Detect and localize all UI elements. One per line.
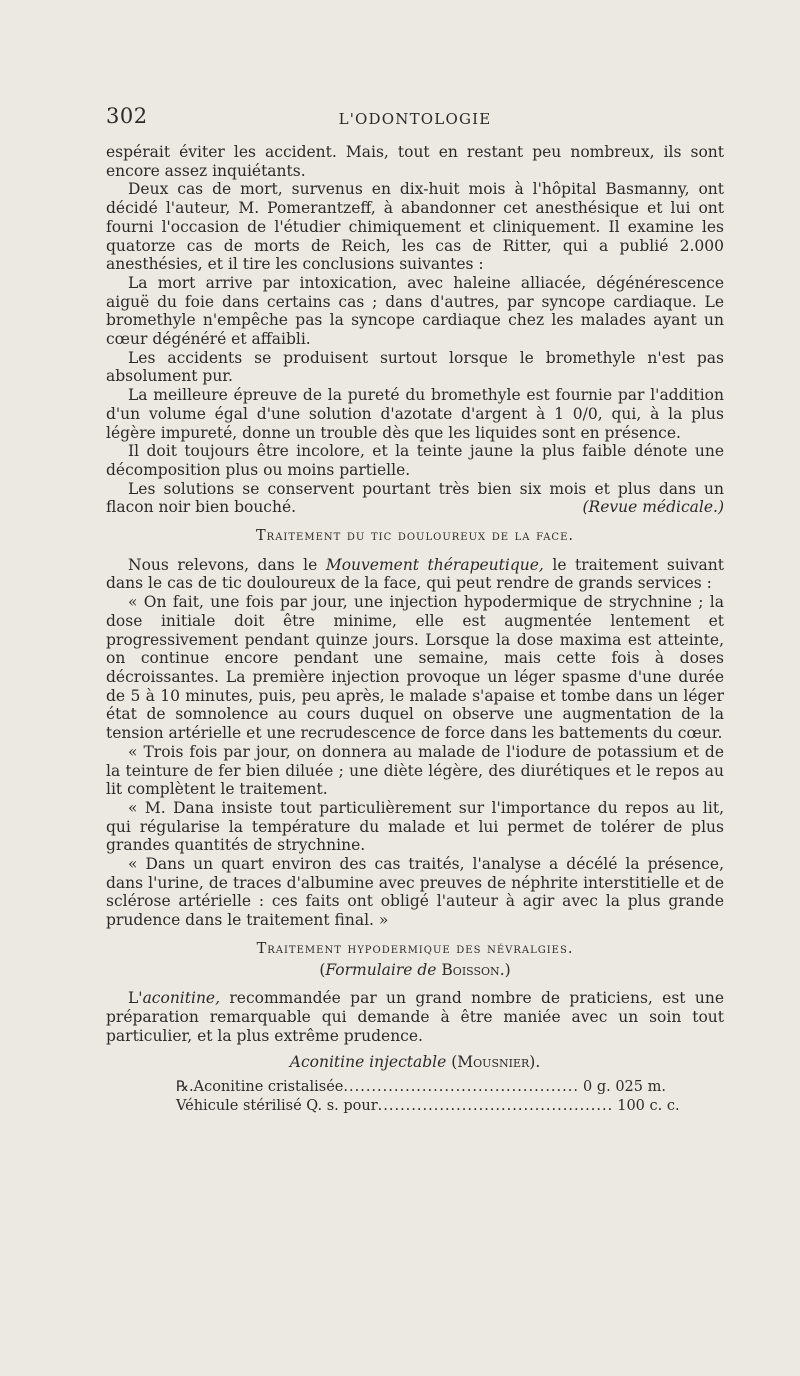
source-work: Formulaire de — [325, 960, 437, 979]
section-heading: Traitement hypodermique des névralgies. — [256, 940, 574, 957]
intro-text: recommandée par un grand nombre de praticiens, est une préparation remarquable qui demande à être maniée avec un soin tout particulier, et la plus extrême prudence. — [106, 989, 724, 1045]
page-number: 302 — [106, 104, 148, 128]
body-text — [106, 143, 724, 1115]
paragraph-intro — [106, 989, 724, 1045]
source-author: Boisson — [441, 960, 500, 979]
paragraph: « Trois fois par jour, on donnera au malade de l'iodure de potassium et de la teinture de fer bien diluée ; une diète légère, des diurétiques et le repos au lit complètent le traitement. — [106, 742, 724, 799]
paren: ). — [529, 1053, 541, 1072]
paragraph-intro — [106, 556, 724, 593]
source-citation: (Revue médicale.) — [582, 498, 724, 517]
running-title: L'ODONTOLOGIE — [338, 110, 492, 128]
ingredient-quantity: 0 g. 025 m. — [582, 1079, 666, 1096]
ingredient-name: Véhicule stérilisé Q. s. pour — [176, 1097, 378, 1114]
section-subheading — [106, 961, 724, 980]
leader-dots: .......................................... — [377, 1097, 614, 1114]
formula-name: Aconitine injectable — [289, 1053, 447, 1072]
paragraph: espérait éviter les accident. Mais, tout en restant peu nombreux, ils sont encore assez inquiétants. — [106, 143, 724, 180]
intro-text: Nous relevons, dans le — [128, 555, 326, 574]
paragraph: Il doit toujours être incolore, et la teinte jaune la plus faible dénote une décomposition plus ou moins partielle. — [106, 442, 724, 479]
leader-dots: .......................................... — [343, 1079, 579, 1096]
paragraph: « Dans un quart environ des cas traités, l'analyse a décélé la présence, dans l'urine, de traces d'albumine avec preuves de néphrite interstitielle et de sclérose artérielle : ces faits ont obligé l'auteur à agir avec la plus grande prudence dans le traitement final. » — [106, 855, 724, 930]
prescription — [176, 1078, 680, 1115]
ingredient-quantity: 100 c. c. — [617, 1097, 680, 1114]
paren: ( — [319, 960, 326, 979]
paren: .) — [499, 960, 511, 979]
formula-author: Mousnier — [457, 1053, 530, 1072]
paragraph: La meilleure épreuve de la pureté du bromethyle est fournie par l'addition d'un volume égal d'une solution d'azotate d'argent à 1 0/0, qui, à la plus légère impureté, donne un trouble dès que les liquides sont en présence. — [106, 386, 724, 442]
intro-text: L' — [128, 989, 143, 1008]
paragraph: La mort arrive par intoxication, avec haleine alliacée, dégénérescence aiguë du foie dans certains cas ; dans d'autres, par syncope cardiaque. Le bromethyle n'empêche pas la syncope cardiaque chez les malades ayant un cœur dégénéré et affaibli. — [106, 273, 724, 349]
journal-title: Mouvement thérapeutique, — [325, 555, 544, 574]
drug-term: aconitine, — [142, 989, 221, 1008]
prescription-row — [176, 1078, 666, 1097]
paragraph: « On fait, une fois par jour, une injection hypodermique de strychnine ; la dose initiale doit être minime, elle est augmentée lentement et progressivement pendant quinze jours. Lorsque la dose maxima est atteinte, on continue encore pendant une semaine, mais cette fois à doses décroissantes. La première injection provoque un léger spasme d'une durée de 5 à 10 minutes, puis, peu après, le malade s'apaise et tombe dans un léger état de somnolence au cours duquel on observe une augmentation de la tension artérielle et une recrudescence de force dans les battements du cœur. — [106, 593, 724, 743]
paragraph: Les accidents se produisent surtout lorsque le bromethyle n'est pas absolument pur. — [106, 348, 724, 386]
ingredient-name: Aconitine cristalisée — [193, 1079, 344, 1096]
page-header — [106, 104, 724, 132]
section-heading: Traitement du tic douloureux de la face. — [256, 528, 574, 545]
paragraph: « M. Dana insiste tout particulièrement sur l'importance du repos au lit, qui régularise la température du malade et lui permet de tolérer de plus grandes quantités de strychnine. — [106, 798, 724, 855]
prescription-row — [176, 1097, 680, 1116]
recipe-symbol: ℞. — [176, 1079, 194, 1096]
paren: ( — [446, 1053, 458, 1072]
paragraph: Deux cas de mort, survenus en dix-huit mois à l'hôpital Basmanny, ont décidé l'auteur, M. Pomerantzeff, à abandonner cet anesthésique et lui ont fourni l'occasion de l'étudier chimiquement et cliniquement. Il examine les quatorze cas de morts de Reich, les cas de Ritter, qui a publié 2.000 anesthésies, et il tire les conclusions suivantes : — [106, 180, 724, 274]
intro-text: le traitement suivant dans le cas de tic douloureux de la face, qui peut rendre de grands services : — [106, 555, 724, 593]
formula-title — [106, 1053, 724, 1072]
paragraph-text: Les solutions se conservent pourtant très bien six mois et plus dans un flacon noir bien bouché. — [106, 479, 724, 517]
